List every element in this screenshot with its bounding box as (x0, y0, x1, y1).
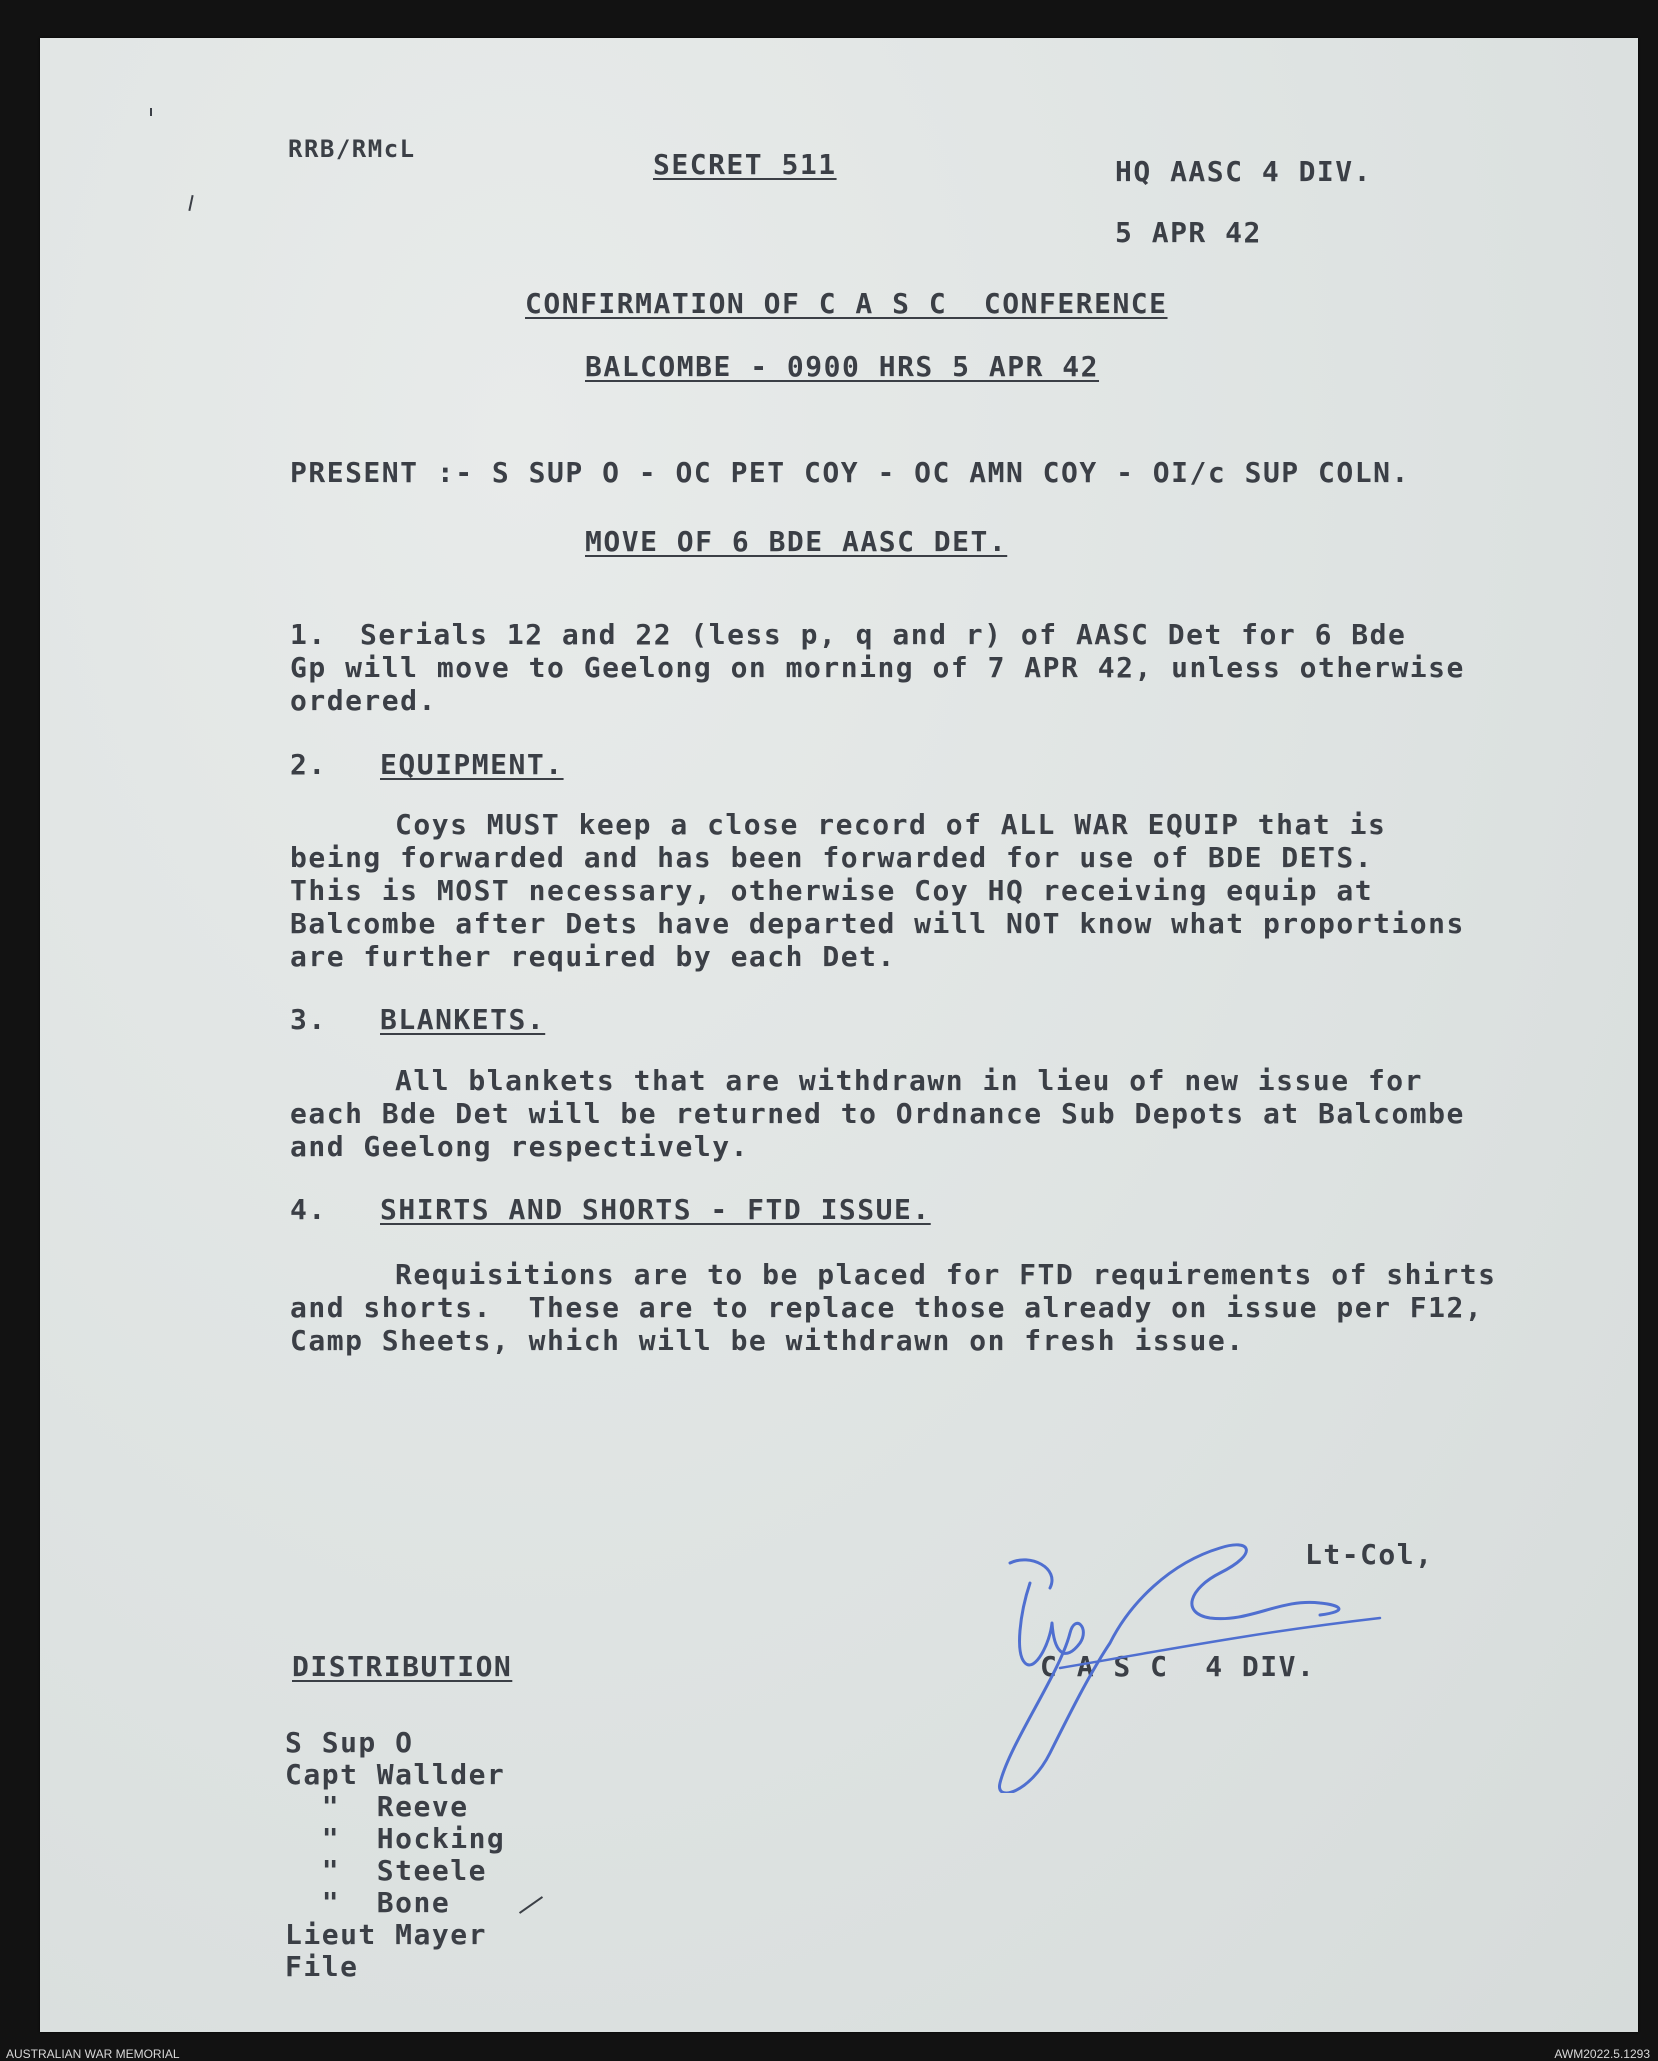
para-4-number: 4. (290, 1193, 327, 1226)
para-1-line: Gp will move to Geelong on morning of 7 APR 42, unless otherwise (290, 651, 1465, 684)
distribution-item: " Reeve (285, 1790, 469, 1823)
pencil-mark (519, 1896, 543, 1914)
distribution-item: Capt Wallder (285, 1758, 506, 1791)
section-heading-move: MOVE OF 6 BDE AASC DET. (585, 525, 1008, 558)
document-subtitle: BALCOMBE - 0900 HRS 5 APR 42 (585, 350, 1100, 383)
document-title: CONFIRMATION OF C A S C CONFERENCE (525, 287, 1168, 320)
distribution-item: " Hocking (285, 1822, 506, 1855)
para-4-line: Requisitions are to be placed for FTD requirements of shirts (395, 1258, 1497, 1291)
distribution-item: File (285, 1950, 359, 1983)
originator: HQ AASC 4 DIV. (1115, 155, 1373, 188)
para-3-heading: BLANKETS. (380, 1003, 546, 1036)
para-2-line: Coys MUST keep a close record of ALL WAR EQUIP that is (395, 808, 1387, 841)
para-4-line: Camp Sheets, which will be withdrawn on fresh issue. (290, 1324, 1245, 1357)
distribution-item: S Sup O (285, 1726, 414, 1759)
classification-heading: SECRET 511 (653, 148, 837, 181)
para-1-line: Serials 12 and 22 (less p, q and r) of AASC Det for 6 Bde (360, 618, 1407, 651)
para-3-number: 3. (290, 1003, 327, 1036)
distribution-item: " Bone (285, 1886, 451, 1919)
signatory-rank: Lt-Col, (1305, 1538, 1434, 1571)
para-1-line: ordered. (290, 684, 437, 717)
document-date: 5 APR 42 (1115, 216, 1262, 249)
para-2-line: are further required by each Det. (290, 940, 896, 973)
signatory-appointment: C A S C 4 DIV. (1040, 1650, 1316, 1683)
margin-mark (188, 195, 193, 211)
handwritten-signature (990, 1493, 1390, 1793)
distribution-item: Lieut Mayer (285, 1918, 487, 1951)
para-2-line: This is MOST necessary, otherwise Coy HQ receiving equip at (290, 874, 1374, 907)
para-1-number: 1. (290, 618, 327, 651)
margin-mark (150, 108, 152, 116)
para-3-line: each Bde Det will be returned to Ordnance Sub Depots at Balcombe (290, 1097, 1465, 1130)
para-2-line: Balcombe after Dets have departed will NOT know what proportions (290, 907, 1465, 940)
accession-number: AWM2022.5.1293 (1554, 2047, 1650, 2061)
para-2-number: 2. (290, 748, 327, 781)
para-3-line: All blankets that are withdrawn in lieu of new issue for (395, 1064, 1424, 1097)
reference-code: RRB/RMcL (288, 135, 416, 163)
distribution-heading: DISTRIBUTION (292, 1650, 513, 1683)
archive-credit: AUSTRALIAN WAR MEMORIAL (6, 2047, 180, 2061)
para-2-line: being forwarded and has been forwarded for use of BDE DETS. (290, 841, 1374, 874)
para-2-heading: EQUIPMENT. (380, 748, 564, 781)
distribution-item: " Steele (285, 1854, 487, 1887)
para-3-line: and Geelong respectively. (290, 1130, 749, 1163)
para-4-line: and shorts. These are to replace those already on issue per F12, (290, 1291, 1484, 1324)
para-4-heading: SHIRTS AND SHORTS - FTD ISSUE. (380, 1193, 931, 1226)
present-line: PRESENT :- S SUP O - OC PET COY - OC AMN COY - OI/c SUP COLN. (290, 456, 1410, 489)
document-page (40, 38, 1638, 2032)
